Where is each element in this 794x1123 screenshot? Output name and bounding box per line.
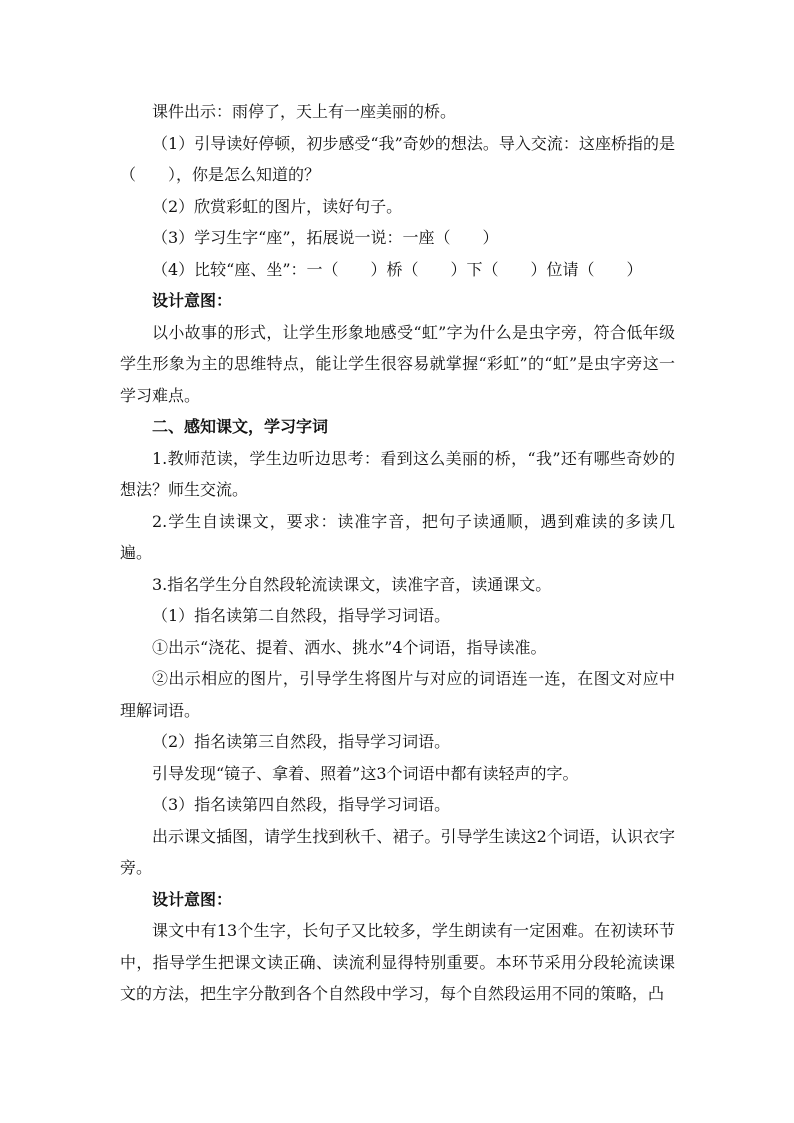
paragraph-illustration: 出示课文插图，请学生找到秋千、裙子。引导学生读这2个词语，认识衣字旁。 bbox=[120, 826, 675, 877]
heading-design-intent-1: 设计意图： bbox=[152, 291, 233, 310]
paragraph-step-1: （1）引导读好停顿，初步感受“我”奇妙的想法。导入交流：这座桥指的是（ ），你是怎么知道的？ bbox=[120, 133, 675, 184]
paragraph-sub-3: （3）指名读第四自然段，指导学习词语。 bbox=[152, 795, 451, 814]
heading-design-intent-2: 设计意图： bbox=[152, 889, 233, 909]
paragraph-step-4: （4）比较“座、坐”：一（ ）桥（ ）下（ ）位请（ ） bbox=[152, 259, 643, 279]
paragraph-item-1: 1.教师范读，学生边听边思考：看到这么美丽的桥，“我”还有哪些奇妙的想法？师生交流。 bbox=[120, 448, 675, 499]
section-heading-2: 二、感知课文，学习字词 bbox=[152, 417, 329, 436]
paragraph-sub-2: （2）指名读第三自然段，指导学习词语。 bbox=[152, 732, 451, 751]
paragraph-sub-1: （1）指名读第二自然段，指导学习词语。 bbox=[152, 606, 451, 625]
paragraph-circle-2: ②出示相应的图片，引导学生将图片与对应的词语连一连，在图文对应中理解词语。 bbox=[120, 669, 675, 720]
paragraph-design-intent-2: 课文中有13个生字，长句子又比较多，学生朗读有一定困难。在初读环节中，指导学生把课文读正确、读流利显得特别重要。本环节采用分段轮流读课文的方法，把生字分散到各个自然段中学习，每个自然段运用不同的策略，凸 bbox=[120, 921, 675, 1003]
paragraph-circle-1: ①出示“浇花、提着、洒水、挑水”4个词语，指导读准。 bbox=[152, 637, 547, 657]
document-page bbox=[120, 96, 675, 1010]
paragraph-light-tone: 引导发现“镜子、拿着、照着”这3个词语中都有读轻声的字。 bbox=[152, 763, 579, 783]
paragraph-design-intent-1: 以小故事的形式，让学生形象地感受“虹”字为什么是虫字旁，符合低年级学生形象为主的思维特点，能让学生很容易就掌握“彩虹”的“虹”是虫字旁这一学习难点。 bbox=[120, 322, 675, 405]
paragraph-step-3: （3）学习生字“座”，拓展说一说：一座（ ） bbox=[152, 228, 499, 247]
paragraph-step-2: （2）欣赏彩虹的图片，读好句子。 bbox=[152, 196, 403, 216]
paragraph-item-3: 3.指名学生分自然段轮流读课文，读准字音，读通课文。 bbox=[152, 574, 552, 594]
paragraph-item-2: 2.学生自读课文，要求：读准字音，把句子读通顺，遇到难读的多读几遍。 bbox=[120, 511, 675, 562]
paragraph-courseware: 课件出示：雨停了，天上有一座美丽的桥。 bbox=[152, 102, 457, 121]
